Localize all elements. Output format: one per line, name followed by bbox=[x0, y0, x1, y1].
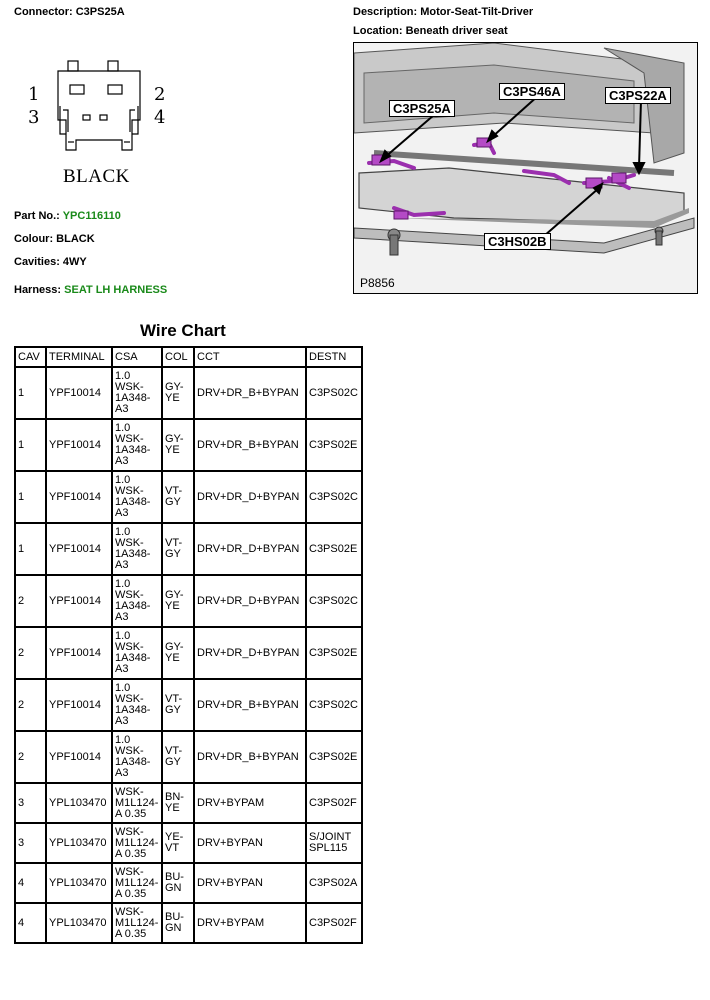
table-row bbox=[15, 731, 362, 783]
cell-col-line: GY- bbox=[165, 433, 184, 445]
cell-col bbox=[162, 679, 194, 731]
wire-chart-title: Wire Chart bbox=[140, 321, 226, 340]
cell-destn bbox=[306, 367, 362, 419]
cell-csa-line: WSK- bbox=[115, 381, 144, 393]
cell-csa-line: M1L124- bbox=[115, 916, 159, 929]
cell-destn-line: SPL115 bbox=[309, 842, 348, 854]
cell-csa-line: A3 bbox=[115, 403, 129, 415]
cell-cct: DRV+BYPAN bbox=[194, 823, 306, 863]
cell-cct: DRV+BYPAM bbox=[194, 783, 306, 823]
cell-destn bbox=[306, 903, 362, 943]
cell-col-line: YE bbox=[165, 802, 180, 814]
cell-destn-line: S/JOINT bbox=[309, 831, 352, 843]
cell-csa-line: WSK- bbox=[115, 641, 144, 653]
cell-col-line: VT- bbox=[165, 485, 183, 497]
cell-csa-line: A 0.35 bbox=[115, 847, 147, 860]
cell-terminal: YPL103470 bbox=[46, 823, 112, 863]
cell-cav: 3 bbox=[15, 823, 46, 863]
cell-csa bbox=[112, 783, 162, 823]
description-label: Description: bbox=[353, 6, 418, 18]
cell-col bbox=[162, 627, 194, 679]
cell-cav: 4 bbox=[15, 863, 46, 903]
pin-2-label: 2 bbox=[154, 84, 166, 105]
cell-csa-line: 1A348- bbox=[115, 756, 151, 768]
cell-col bbox=[162, 823, 194, 863]
wire-chart-body bbox=[15, 367, 362, 943]
harness-link[interactable]: SEAT LH HARNESS bbox=[64, 284, 168, 296]
cell-cav: 2 bbox=[15, 731, 46, 783]
cell-col-line: YE bbox=[165, 652, 180, 664]
cell-terminal: YPL103470 bbox=[46, 903, 112, 943]
cell-cct: DRV+DR_B+BYPAN bbox=[194, 419, 306, 471]
cell-csa-line: WSK- bbox=[115, 825, 144, 838]
cell-col-line: GY bbox=[165, 548, 181, 560]
cell-col-line: GY- bbox=[165, 381, 184, 393]
location-value: Beneath driver seat bbox=[405, 25, 508, 37]
cell-col-line: YE bbox=[165, 392, 180, 404]
cell-csa-line: 1A348- bbox=[115, 444, 151, 456]
cell-col bbox=[162, 471, 194, 523]
connector-colour-name: BLACK bbox=[63, 166, 130, 187]
cell-terminal: YPF10014 bbox=[46, 731, 112, 783]
table-row bbox=[15, 419, 362, 471]
cell-csa-line: WSK- bbox=[115, 785, 144, 798]
cell-destn bbox=[306, 731, 362, 783]
cell-col bbox=[162, 419, 194, 471]
callout-c3ps46a: C3PS46A bbox=[499, 83, 565, 100]
cell-col-line: BU- bbox=[165, 911, 184, 923]
cell-csa bbox=[112, 823, 162, 863]
seat-frame-illustration bbox=[354, 43, 697, 293]
cell-col-line: GY bbox=[165, 496, 181, 508]
cell-col-line: GN bbox=[165, 922, 182, 934]
cell-csa-line: 1.0 bbox=[115, 422, 131, 434]
cell-cct: DRV+DR_D+BYPAN bbox=[194, 523, 306, 575]
cell-csa-line: 1A348- bbox=[115, 392, 151, 404]
cell-destn bbox=[306, 523, 362, 575]
cell-destn-line: C3PS02E bbox=[309, 438, 358, 451]
cell-csa bbox=[112, 471, 162, 523]
cell-csa bbox=[112, 863, 162, 903]
cell-col bbox=[162, 523, 194, 575]
cell-csa-line: 1A348- bbox=[115, 600, 151, 612]
table-row bbox=[15, 471, 362, 523]
cell-csa-line: 1.0 bbox=[115, 734, 131, 746]
cell-terminal: YPF10014 bbox=[46, 419, 112, 471]
cell-col-line: BU- bbox=[165, 871, 184, 883]
cell-col-line: YE bbox=[165, 600, 180, 612]
cell-csa-line: A3 bbox=[115, 507, 129, 519]
connector-field bbox=[14, 6, 125, 18]
cell-destn bbox=[306, 471, 362, 523]
cell-csa-line: WSK- bbox=[115, 905, 144, 918]
cell-col bbox=[162, 575, 194, 627]
part-no-link[interactable]: YPC116110 bbox=[62, 210, 121, 222]
cell-cct: DRV+DR_D+BYPAN bbox=[194, 575, 306, 627]
cell-cav: 2 bbox=[15, 575, 46, 627]
col-header-col: COL bbox=[162, 347, 194, 367]
table-row bbox=[15, 627, 362, 679]
cell-csa bbox=[112, 523, 162, 575]
cell-cct: DRV+DR_B+BYPAN bbox=[194, 731, 306, 783]
wire-chart-header-row bbox=[15, 347, 362, 367]
cell-destn-line: C3PS02F bbox=[309, 916, 357, 929]
cell-csa-line: WSK- bbox=[115, 693, 144, 705]
cell-col-line: BN- bbox=[165, 791, 184, 803]
cell-destn-line: C3PS02C bbox=[309, 386, 358, 399]
cell-cav: 1 bbox=[15, 367, 46, 419]
cell-terminal: YPF10014 bbox=[46, 627, 112, 679]
pin-1-label: 1 bbox=[28, 84, 40, 105]
figure-reference: P8856 bbox=[360, 276, 395, 290]
cell-cct: DRV+BYPAM bbox=[194, 903, 306, 943]
cell-terminal: YPL103470 bbox=[46, 863, 112, 903]
harness-field bbox=[14, 284, 167, 296]
callout-c3hs02b: C3HS02B bbox=[484, 233, 551, 250]
connector-value: C3PS25A bbox=[75, 6, 125, 18]
cell-cct: DRV+DR_B+BYPAN bbox=[194, 367, 306, 419]
cell-destn-line: C3PS02E bbox=[309, 542, 358, 555]
cell-csa-line: M1L124- bbox=[115, 796, 159, 809]
cell-csa-line: A3 bbox=[115, 611, 129, 623]
cell-cav: 1 bbox=[15, 419, 46, 471]
cell-col-line: VT bbox=[165, 842, 180, 854]
cell-cav: 2 bbox=[15, 627, 46, 679]
cavities-label: Cavities: bbox=[14, 256, 60, 268]
cell-col-line: VT- bbox=[165, 537, 183, 549]
cell-cav: 2 bbox=[15, 679, 46, 731]
part-no-label: Part No.: bbox=[14, 210, 60, 222]
location-field bbox=[353, 25, 508, 37]
cell-destn bbox=[306, 823, 362, 863]
location-photo bbox=[353, 42, 698, 294]
col-header-destn: DESTN bbox=[306, 347, 362, 367]
colour-label: Colour: bbox=[14, 233, 54, 245]
cell-terminal: YPF10014 bbox=[46, 367, 112, 419]
cell-terminal: YPF10014 bbox=[46, 575, 112, 627]
cell-csa-line: 1.0 bbox=[115, 682, 131, 694]
cell-cct: DRV+DR_D+BYPAN bbox=[194, 471, 306, 523]
table-row bbox=[15, 903, 362, 943]
cell-csa-line: A3 bbox=[115, 767, 129, 779]
cell-csa-line: WSK- bbox=[115, 537, 144, 549]
cell-col bbox=[162, 903, 194, 943]
connector-face-drawing bbox=[50, 58, 150, 158]
cell-col-line: YE- bbox=[165, 831, 184, 843]
cavities-value: 4WY bbox=[62, 256, 87, 268]
cavities-field bbox=[14, 256, 87, 268]
cell-csa-line: WSK- bbox=[115, 433, 144, 445]
cell-csa bbox=[112, 731, 162, 783]
cell-csa bbox=[112, 575, 162, 627]
cell-col-line: GY- bbox=[165, 641, 184, 653]
callout-c3ps25a: C3PS25A bbox=[389, 100, 455, 117]
cell-col-line: GY bbox=[165, 756, 181, 768]
part-no-field bbox=[14, 210, 121, 222]
cell-csa-line: WSK- bbox=[115, 745, 144, 757]
cell-destn bbox=[306, 627, 362, 679]
table-row bbox=[15, 523, 362, 575]
cell-col-line: YE bbox=[165, 444, 180, 456]
cell-destn-line: C3PS02E bbox=[309, 750, 358, 763]
cell-csa-line: 1.0 bbox=[115, 370, 131, 382]
cell-col bbox=[162, 731, 194, 783]
colour-value: BLACK bbox=[56, 233, 95, 245]
cell-col-line: GN bbox=[165, 882, 182, 894]
cell-destn bbox=[306, 575, 362, 627]
cell-cct: DRV+DR_D+BYPAN bbox=[194, 627, 306, 679]
cell-cct: DRV+DR_B+BYPAN bbox=[194, 679, 306, 731]
cell-csa-line: A3 bbox=[115, 455, 129, 467]
callout-c3ps22a: C3PS22A bbox=[605, 87, 671, 104]
cell-col-line: VT- bbox=[165, 745, 183, 757]
cell-csa-line: A 0.35 bbox=[115, 887, 147, 900]
cell-destn-line: C3PS02F bbox=[309, 796, 357, 809]
cell-csa-line: WSK- bbox=[115, 485, 144, 497]
cell-terminal: YPF10014 bbox=[46, 523, 112, 575]
cell-csa-line: M1L124- bbox=[115, 836, 159, 849]
cell-destn-line: C3PS02C bbox=[309, 490, 358, 503]
cell-csa-line: 1.0 bbox=[115, 526, 131, 538]
cell-col-line: GY- bbox=[165, 589, 184, 601]
cell-csa-line: A3 bbox=[115, 715, 129, 727]
description-value: Motor-Seat-Tilt-Driver bbox=[420, 6, 534, 18]
cell-csa-line: A3 bbox=[115, 663, 129, 675]
cell-csa-line: 1A348- bbox=[115, 652, 151, 664]
cell-csa-line: M1L124- bbox=[115, 876, 159, 889]
cell-col bbox=[162, 783, 194, 823]
cell-csa-line: WSK- bbox=[115, 589, 144, 601]
pin-3-label: 3 bbox=[28, 107, 40, 128]
cell-destn bbox=[306, 419, 362, 471]
cell-cav: 1 bbox=[15, 523, 46, 575]
cell-col-line: GY bbox=[165, 704, 181, 716]
col-header-cct: CCT bbox=[194, 347, 306, 367]
cell-csa-line: A 0.35 bbox=[115, 807, 147, 820]
table-row bbox=[15, 367, 362, 419]
table-row bbox=[15, 679, 362, 731]
cell-col bbox=[162, 863, 194, 903]
cell-cct: DRV+BYPAN bbox=[194, 863, 306, 903]
col-header-cav: CAV bbox=[15, 347, 46, 367]
cell-destn-line: C3PS02A bbox=[309, 876, 358, 889]
cell-col bbox=[162, 367, 194, 419]
harness-label: Harness: bbox=[14, 284, 62, 296]
cell-csa-line: 1.0 bbox=[115, 630, 131, 642]
cell-destn-line: C3PS02E bbox=[309, 646, 358, 659]
cell-cav: 1 bbox=[15, 471, 46, 523]
description-field bbox=[353, 6, 533, 18]
table-row bbox=[15, 783, 362, 823]
table-row bbox=[15, 823, 362, 863]
col-header-terminal: TERMINAL bbox=[46, 347, 112, 367]
cell-csa-line: 1.0 bbox=[115, 474, 131, 486]
col-header-csa: CSA bbox=[112, 347, 162, 367]
cell-terminal: YPL103470 bbox=[46, 783, 112, 823]
connector-label: Connector: bbox=[14, 6, 73, 18]
cell-csa-line: 1A348- bbox=[115, 704, 151, 716]
cell-csa bbox=[112, 419, 162, 471]
wire-chart-table bbox=[14, 346, 363, 944]
cell-csa-line: A 0.35 bbox=[115, 927, 147, 940]
cell-csa bbox=[112, 627, 162, 679]
table-row bbox=[15, 575, 362, 627]
cell-cav: 4 bbox=[15, 903, 46, 943]
cell-csa-line: WSK- bbox=[115, 865, 144, 878]
cell-csa-line: 1.0 bbox=[115, 578, 131, 590]
cell-csa bbox=[112, 367, 162, 419]
table-row bbox=[15, 863, 362, 903]
cell-destn bbox=[306, 863, 362, 903]
cell-csa-line: 1A348- bbox=[115, 548, 151, 560]
cell-destn-line: C3PS02C bbox=[309, 698, 358, 711]
cell-col-line: VT- bbox=[165, 693, 183, 705]
cell-csa-line: 1A348- bbox=[115, 496, 151, 508]
cell-destn-line: C3PS02C bbox=[309, 594, 358, 607]
cell-terminal: YPF10014 bbox=[46, 679, 112, 731]
cell-terminal: YPF10014 bbox=[46, 471, 112, 523]
colour-field bbox=[14, 233, 95, 245]
cell-destn bbox=[306, 783, 362, 823]
pin-4-label: 4 bbox=[154, 107, 166, 128]
location-label: Location: bbox=[353, 25, 403, 37]
cell-destn bbox=[306, 679, 362, 731]
cell-cav: 3 bbox=[15, 783, 46, 823]
cell-csa bbox=[112, 903, 162, 943]
cell-csa-line: A3 bbox=[115, 559, 129, 571]
cell-csa bbox=[112, 679, 162, 731]
